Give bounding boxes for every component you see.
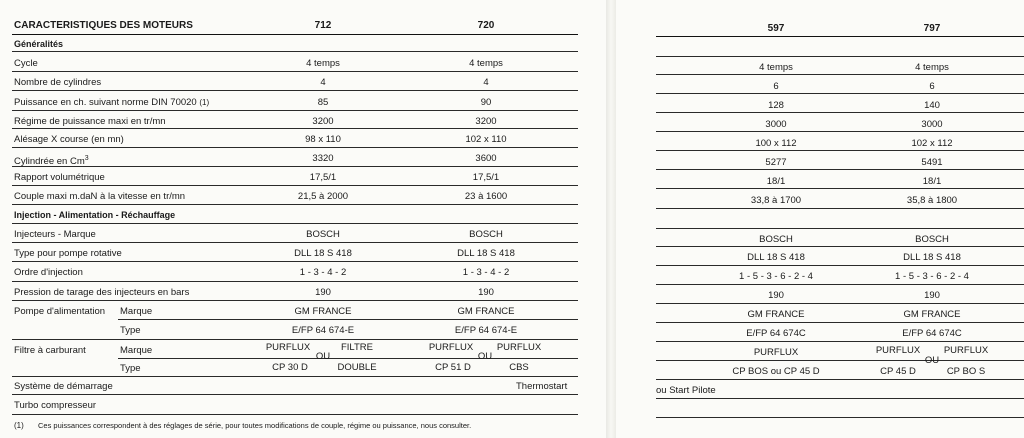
label-injecteurs: Injecteurs - Marque xyxy=(14,229,96,240)
right-page xyxy=(616,0,1024,438)
label-rapport: Rapport volumétrique xyxy=(14,172,105,183)
cell-597-injecteurs: BOSCH xyxy=(759,234,793,245)
cell-720-pompe-type: E/FP 64 674-E xyxy=(454,325,518,336)
label-alesage: Alésage X course (en mn) xyxy=(14,134,124,145)
cell-720-cylindres: 4 xyxy=(483,77,489,88)
rule xyxy=(656,322,1024,323)
rule xyxy=(656,36,1024,37)
cell-597-regime: 3000 xyxy=(765,119,787,130)
rule xyxy=(12,242,578,243)
rule xyxy=(12,223,578,224)
cell-597-pompe-marque: GM FRANCE xyxy=(747,309,805,320)
rule xyxy=(118,358,578,359)
rule xyxy=(12,147,578,148)
rule xyxy=(12,414,578,415)
rule xyxy=(656,284,1024,285)
rule xyxy=(656,131,1024,132)
rule xyxy=(656,398,1024,399)
cell-720-regime: 3200 xyxy=(475,116,497,127)
cell-720-filtre-ou: OU xyxy=(477,351,493,362)
cell-720-filtre-type-b: CBS xyxy=(509,362,529,373)
rule xyxy=(656,246,1024,247)
cell-712-filtre-marque-b: FILTRE xyxy=(340,342,374,353)
rule xyxy=(12,339,578,340)
book-gutter xyxy=(606,0,616,438)
cell-797-rapport: 18/1 xyxy=(922,176,942,187)
rule xyxy=(656,74,1024,75)
cell-712-cylindree: 3320 xyxy=(312,153,334,164)
col-header-720: 720 xyxy=(477,20,495,31)
rule xyxy=(12,394,578,395)
cell-712-alesage: 98 x 110 xyxy=(305,134,341,145)
rule xyxy=(656,303,1024,304)
cell-797-alesage: 102 x 112 xyxy=(911,138,953,149)
rule xyxy=(12,166,578,167)
rule xyxy=(12,90,578,91)
cell-720-pompe-marque: GM FRANCE xyxy=(457,306,515,317)
footnote-ref: (1) xyxy=(199,98,210,107)
col-header-797: 797 xyxy=(923,23,941,34)
cell-720-puissance: 90 xyxy=(480,97,492,108)
cell-797-pompe-type: E/FP 64 674C xyxy=(902,328,962,339)
cell-597-filtre-type: CP BOS ou CP 45 D xyxy=(732,366,820,377)
cell-597-cylindree: 5277 xyxy=(765,157,787,168)
cell-720-demarrage: Thermostart xyxy=(516,381,568,392)
cell-demarrage-continued: ou Start Pilote xyxy=(656,385,716,396)
col-header-597: 597 xyxy=(767,23,785,34)
cell-720-alesage: 102 x 110 xyxy=(465,134,507,145)
label-pompe-type: Type xyxy=(120,325,141,336)
rule xyxy=(12,128,578,129)
rule xyxy=(12,376,578,377)
rule xyxy=(12,110,578,111)
cell-712-pompe-marque: GM FRANCE xyxy=(294,306,352,317)
label-pompe: Pompe d'alimentation xyxy=(14,306,106,317)
rule xyxy=(12,71,578,72)
cell-720-rapport: 17,5/1 xyxy=(472,172,500,183)
rule xyxy=(12,34,578,35)
cell-797-cycle: 4 temps xyxy=(915,62,949,73)
cell-720-cylindree: 3600 xyxy=(475,153,497,164)
cell-712-filtre-type-b: DOUBLE xyxy=(337,362,377,373)
cell-797-couple: 35,8 à 1800 xyxy=(906,195,958,206)
section-generalites: Généralités xyxy=(14,39,64,49)
label-cylindree xyxy=(14,153,89,167)
cell-712-filtre-type-a: CP 30 D xyxy=(272,362,308,373)
cell-797-puissance: 140 xyxy=(924,100,940,111)
cell-712-injecteurs: BOSCH xyxy=(306,229,340,240)
cell-597-type-pompe: DLL 18 S 418 xyxy=(747,252,805,263)
rule xyxy=(656,112,1024,113)
rule xyxy=(656,56,1024,57)
cell-712-rapport: 17,5/1 xyxy=(309,172,337,183)
cell-720-injecteurs: BOSCH xyxy=(469,229,503,240)
cell-797-filtre-marque-a: PURFLUX xyxy=(875,345,921,356)
label-cylindree-text: Cylindrée en Cm xyxy=(14,156,85,167)
label-pression: Pression de tarage des injecteurs en bars xyxy=(14,287,190,298)
cell-797-filtre-type-a: CP 45 D xyxy=(880,366,916,377)
rule xyxy=(656,188,1024,189)
rule xyxy=(656,93,1024,94)
rule xyxy=(12,51,578,52)
cell-597-ordre: 1 - 5 - 3 - 6 - 2 - 4 xyxy=(739,271,813,282)
cell-797-filtre-marque-b: PURFLUX xyxy=(943,345,989,356)
cell-720-pression: 190 xyxy=(478,287,494,298)
cell-720-ordre: 1 - 3 - 4 - 2 xyxy=(462,267,510,278)
cell-797-ordre: 1 - 5 - 3 - 6 - 2 - 4 xyxy=(895,271,969,282)
label-filtre-marque: Marque xyxy=(120,345,153,356)
cell-597-pompe-type: E/FP 64 674C xyxy=(746,328,806,339)
label-filtre-type: Type xyxy=(120,363,141,374)
cell-597-couple: 33,8 à 1700 xyxy=(750,195,802,206)
cell-797-cylindres: 6 xyxy=(929,81,935,92)
cell-712-filtre-marque-a: PURFLUX xyxy=(265,342,311,353)
label-cylindres: Nombre de cylindres xyxy=(14,77,102,88)
cell-797-cylindree: 5491 xyxy=(921,157,943,168)
cell-797-filtre-type-b: CP BO S xyxy=(946,366,986,377)
label-puissance-text: Puissance en ch. suivant norme DIN 70020 xyxy=(14,97,197,108)
label-demarrage: Système de démarrage xyxy=(14,381,113,392)
cell-597-alesage: 100 x 112 xyxy=(755,138,797,149)
rule xyxy=(656,379,1024,380)
rule xyxy=(12,261,578,262)
cell-712-pression: 190 xyxy=(315,287,331,298)
rule xyxy=(12,185,578,186)
label-regime: Régime de puissance maxi en tr/mn xyxy=(14,116,166,127)
label-cycle: Cycle xyxy=(14,58,38,69)
footnote-text: Ces puissances correspondent à des réglages de série, pour toutes modifications de couple, régime ou puissance, nous consulter. xyxy=(38,421,472,430)
label-pompe-marque: Marque xyxy=(120,306,153,317)
label-cylindree-exponent: 3 xyxy=(84,155,89,162)
col-header-712: 712 xyxy=(314,20,332,31)
cell-597-filtre-marque: PURFLUX xyxy=(753,347,799,358)
cell-720-filtre-marque-a: PURFLUX xyxy=(428,342,474,353)
cell-712-filtre-ou: OU xyxy=(315,351,331,362)
footnote-number: (1) xyxy=(14,421,24,430)
rule xyxy=(656,341,1024,342)
cell-712-ordre: 1 - 3 - 4 - 2 xyxy=(299,267,347,278)
label-turbo: Turbo compresseur xyxy=(14,400,97,411)
cell-712-puissance: 85 xyxy=(317,97,329,108)
cell-712-type-pompe: DLL 18 S 418 xyxy=(294,248,352,259)
label-puissance xyxy=(14,97,209,108)
cell-712-regime: 3200 xyxy=(312,116,334,127)
cell-720-filtre-type-a: CP 51 D xyxy=(435,362,471,373)
rule xyxy=(656,150,1024,151)
label-filtre: Filtre à carburant xyxy=(14,345,86,356)
cell-597-rapport: 18/1 xyxy=(766,176,786,187)
cell-797-pression: 190 xyxy=(924,290,940,301)
rule xyxy=(12,281,578,282)
rule xyxy=(656,228,1024,229)
cell-597-puissance: 128 xyxy=(768,100,784,111)
rule xyxy=(118,319,578,320)
label-ordre: Ordre d'injection xyxy=(14,267,83,278)
cell-797-regime: 3000 xyxy=(921,119,943,130)
cell-720-filtre-marque-b: PURFLUX xyxy=(496,342,542,353)
cell-720-couple: 23 à 1600 xyxy=(464,191,508,202)
cell-797-type-pompe: DLL 18 S 418 xyxy=(903,252,961,263)
cell-797-pompe-marque: GM FRANCE xyxy=(903,309,961,320)
label-type-pompe: Type pour pompe rotative xyxy=(14,248,122,259)
cell-712-couple: 21,5 à 2000 xyxy=(297,191,349,202)
cell-597-pression: 190 xyxy=(768,290,784,301)
rule xyxy=(12,300,578,301)
section-injection: Injection - Alimentation - Réchauffage xyxy=(14,210,176,220)
rule xyxy=(12,204,578,205)
cell-797-injecteurs: BOSCH xyxy=(915,234,949,245)
cell-720-type-pompe: DLL 18 S 418 xyxy=(457,248,515,259)
rule xyxy=(656,417,1024,418)
label-couple: Couple maxi m.daN à la vitesse en tr/mn xyxy=(14,191,186,202)
cell-712-pompe-type: E/FP 64 674-E xyxy=(291,325,355,336)
rule xyxy=(656,360,1024,361)
table-title: CARACTERISTIQUES DES MOTEURS xyxy=(14,20,193,31)
rule xyxy=(656,265,1024,266)
cell-712-cylindres: 4 xyxy=(320,77,326,88)
cell-597-cylindres: 6 xyxy=(773,81,779,92)
cell-597-cycle: 4 temps xyxy=(759,62,793,73)
cell-712-cycle: 4 temps xyxy=(306,58,340,69)
rule xyxy=(656,169,1024,170)
cell-797-filtre-ou: OU xyxy=(924,355,940,366)
rule xyxy=(656,208,1024,209)
cell-720-cycle: 4 temps xyxy=(469,58,503,69)
